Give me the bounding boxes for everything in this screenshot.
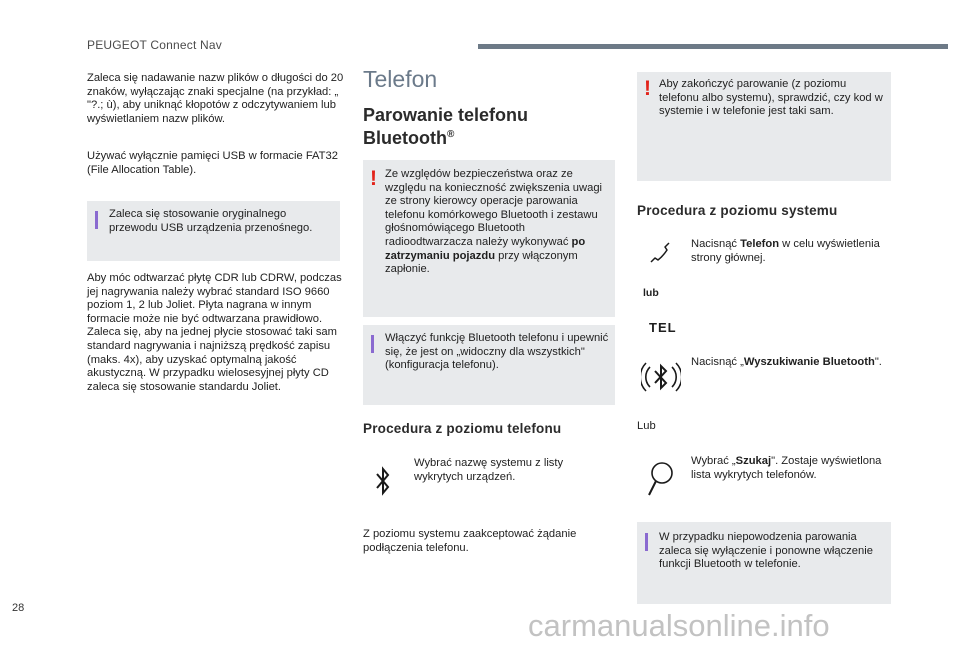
left-paragraph-filenames: Zaleca się nadawanie nazw plików o długości do 20 znaków, wyłączając znaki specjalne (na przykład: „ "?.; ù), aby uniknąć kłopotów z odczytywaniem lub wyświetlaniem nazw plików. bbox=[87, 72, 344, 125]
info-box-pairing-failure bbox=[637, 522, 891, 604]
info-box-usb-cable bbox=[87, 201, 340, 261]
heading-procedure-system: Procedura z poziomu systemu bbox=[637, 203, 838, 218]
watermark: carmanualsonline.info bbox=[528, 608, 830, 643]
warning-exclamation-icon: ! bbox=[644, 77, 651, 100]
info-box-pairing-failure-text: W przypadku niepowodzenia parowania zaleca się wyłączenie i ponowne włączenie funkcji Bluetooth w telefonie. bbox=[659, 531, 873, 571]
or-label-2: Lub bbox=[637, 420, 656, 432]
or-label: lub bbox=[643, 287, 659, 299]
header-title: PEUGEOT Connect Nav bbox=[87, 38, 222, 52]
procedure-phone-step: Wybrać nazwę systemu z listy wykrytych urządzeń. bbox=[414, 457, 564, 483]
info-box-bluetooth-visible-text: Włączyć funkcję Bluetooth telefonu i upewnić się, że jest on „widoczny dla wszystkich" (konfiguracja telefonu). bbox=[385, 332, 609, 372]
step1-text: Nacisnąć Telefon w celu wyświetlenia strony głównej. bbox=[691, 238, 880, 264]
info-mark-icon bbox=[95, 211, 98, 229]
step2-text: Nacisnąć „Wyszukiwanie Bluetooth". bbox=[691, 356, 882, 368]
bluetooth-icon bbox=[374, 465, 392, 497]
header-bar bbox=[478, 44, 948, 49]
phone-handset-icon bbox=[647, 240, 673, 266]
warning-box-code bbox=[637, 72, 891, 181]
info-box-usb-cable-text: Zaleca się stosowanie oryginalnego przewodu USB urządzenia przenośnego. bbox=[109, 208, 313, 234]
magnifier-icon bbox=[645, 460, 675, 498]
left-paragraph-cd: Aby móc odtwarzać płytę CDR lub CDRW, podczas jej nagrywania należy wybrać standard ISO 9660 poziom 1, 2 lub Joliet. Płyta nagrana w innym formacie może nie być odtwarzana prawidłowo. Zaleca się, aby na jednej płycie stosować taki sam standard nagrywania i najniższą prędkość zapisu (maks. 4x), aby uzyskać optymalną jakość akustyczną. W przypadku wielosesyjnej płyty CD zaleca się stosowanie standardu Joliet. bbox=[87, 272, 342, 393]
info-mark-icon bbox=[645, 533, 648, 551]
heading-procedure-phone: Procedura z poziomu telefonu bbox=[363, 421, 562, 436]
tel-label: TEL bbox=[649, 320, 677, 335]
bluetooth-search-icon bbox=[641, 357, 681, 397]
warning-box-safety-text: Ze względów bezpieczeństwa oraz ze względu na konieczność zwiększenia uwagi ze strony kierowcy operacje parowania telefonu komórkowego Bluetooth i zestawu głośnomówiącego Bluetooth radioodtwarzacza należy wykonywać po zatrzymaniu pojazdu przy włączonym zapłonie. bbox=[385, 168, 603, 276]
step3-text: Wybrać „Szukaj". Zostaje wyświetlona lista wykrytych telefonów. bbox=[691, 455, 882, 481]
procedure-phone-note: Z poziomu systemu zaakceptować żądanie podłączenia telefonu. bbox=[363, 528, 577, 554]
info-mark-icon bbox=[371, 335, 374, 353]
heading-pairing-line2: Bluetooth bbox=[363, 128, 447, 148]
left-paragraph-usb-format: Używać wyłącznie pamięci USB w formacie FAT32 (File Allocation Table). bbox=[87, 150, 338, 176]
heading-pairing bbox=[363, 105, 528, 148]
warning-box-code-text: Aby zakończyć parowanie (z poziomu telefonu albo systemu), sprawdzić, czy kod w systemie i w telefonie jest taki sam. bbox=[659, 78, 883, 118]
page-number: 28 bbox=[12, 602, 25, 614]
registered-mark: ® bbox=[446, 129, 455, 140]
info-box-bluetooth-visible bbox=[363, 325, 615, 405]
warning-exclamation-icon: ! bbox=[370, 167, 377, 190]
heading-pairing-line1: Parowanie telefonu bbox=[363, 105, 529, 125]
section-title: Telefon bbox=[363, 66, 438, 92]
warning-box-safety bbox=[363, 160, 615, 317]
